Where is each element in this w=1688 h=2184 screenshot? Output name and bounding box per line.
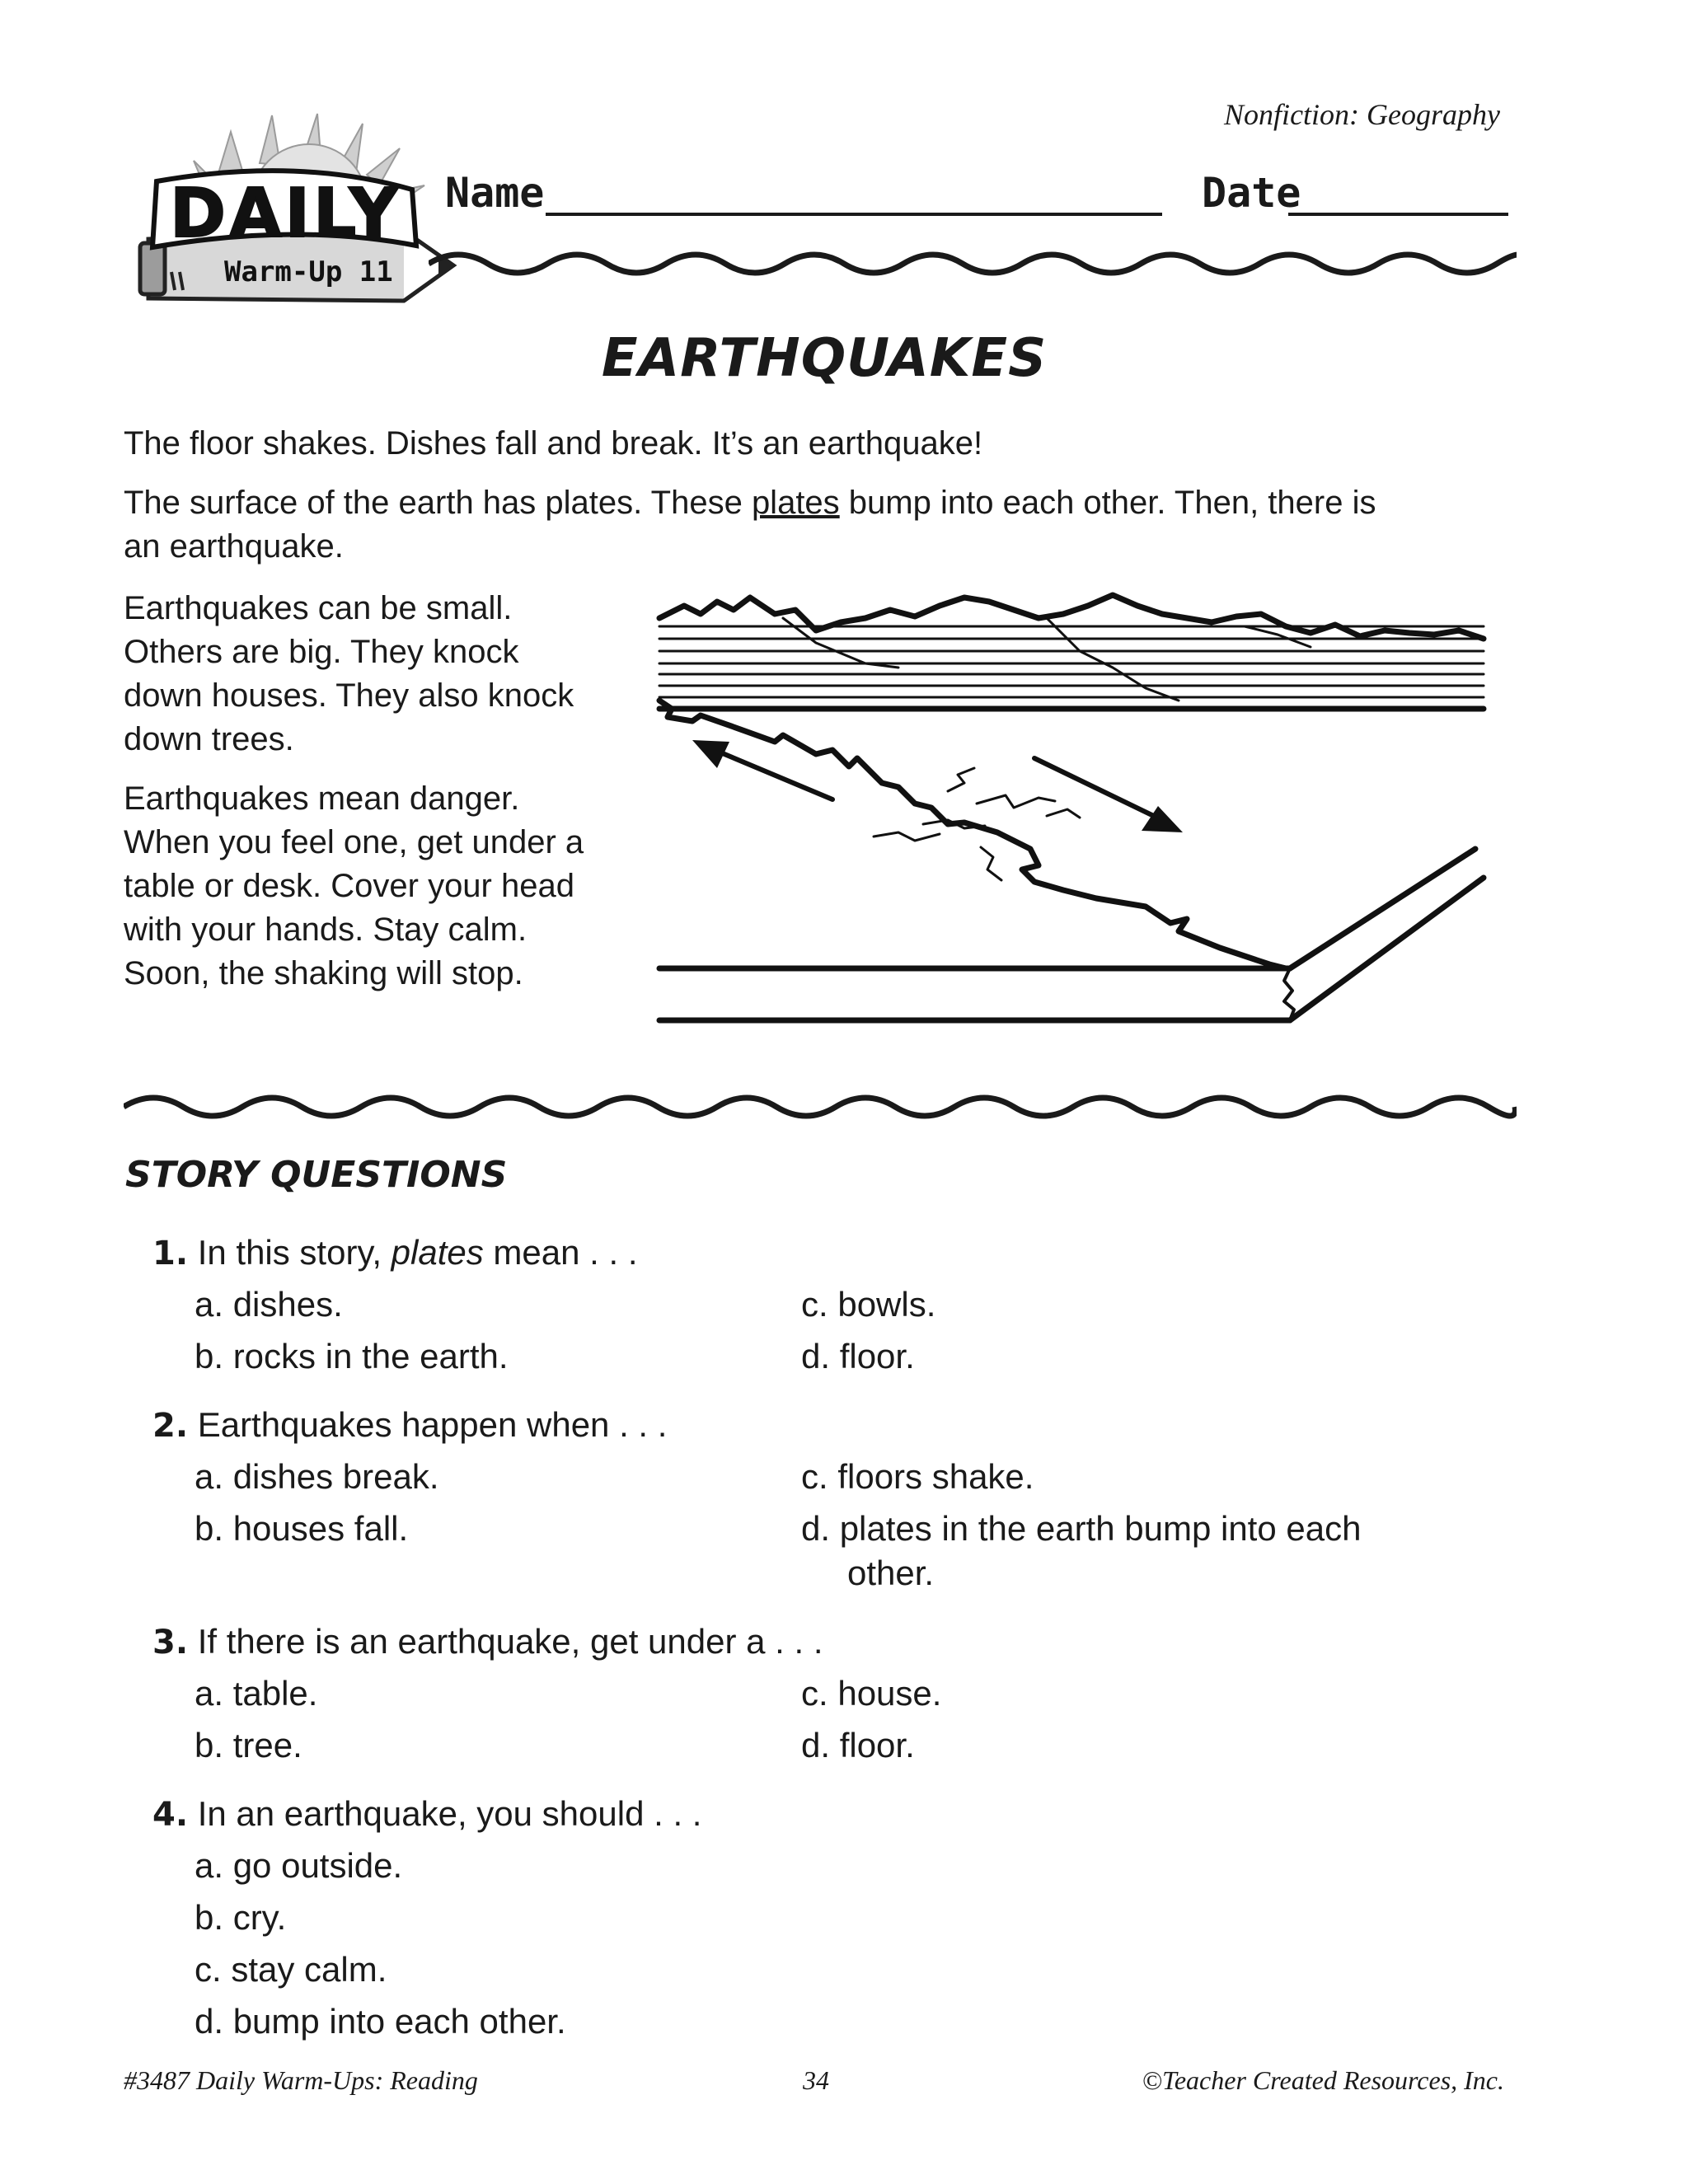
question-3-option-a[interactable]: a. table. <box>195 1674 318 1713</box>
logo-word: DAILY <box>170 175 401 253</box>
section-title: STORY QUESTIONS <box>125 1154 508 1196</box>
question-4-option-b[interactable]: b. cry. <box>195 1898 287 1937</box>
question-4-option-d[interactable]: d. bump into each other. <box>195 2002 566 2041</box>
passage-paragraph-2-line-2: an earthquake. <box>124 528 344 565</box>
daily-warmup-logo <box>132 107 478 305</box>
question-2-option-d[interactable]: d. plates in the earth bump into each other. <box>801 1509 1362 1592</box>
question-1-option-c[interactable]: c. bowls. <box>801 1285 936 1324</box>
earthquake-plates-illustration <box>651 585 1508 1047</box>
question-1: 1. In this story, plates mean . . . <box>152 1233 638 1272</box>
question-2-option-b[interactable]: b. houses fall. <box>195 1509 409 1548</box>
question-3-option-d[interactable]: d. floor. <box>801 1726 915 1765</box>
category-label: Nonfiction: Geography <box>1224 98 1500 131</box>
footer-page-number: 34 <box>803 2065 829 2095</box>
question-4: 4. In an earthquake, you should . . . <box>152 1794 702 1834</box>
question-2-number: 2. <box>152 1407 189 1445</box>
logo-subtitle: Warm-Up 11 <box>224 255 393 288</box>
question-2-option-a[interactable]: a. dishes break. <box>195 1457 439 1496</box>
question-1-option-b[interactable]: b. rocks in the earth. <box>195 1337 509 1376</box>
question-2-option-c[interactable]: c. floors shake. <box>801 1457 1034 1496</box>
question-1-option-a[interactable]: a. dishes. <box>195 1285 343 1324</box>
question-1-number: 1. <box>152 1235 189 1272</box>
question-3-option-b[interactable]: b. tree. <box>195 1726 302 1765</box>
name-field[interactable] <box>546 213 1162 216</box>
question-4-option-a[interactable]: a. go outside. <box>195 1846 403 1885</box>
question-3: 3. If there is an earthquake, get under a . . . <box>152 1622 823 1661</box>
date-label: Date <box>1202 169 1301 217</box>
question-4-number: 4. <box>152 1796 189 1834</box>
passage-paragraph-2: The surface of the earth has plates. These plates bump into each other. Then, there is <box>124 485 1376 521</box>
header-wave-divider <box>429 243 1517 284</box>
vocab-word-plates: plates <box>751 485 840 521</box>
footer-book-title: #3487 Daily Warm-Ups: Reading <box>124 2065 478 2095</box>
passage-paragraph-4: Earthquakes mean danger. When you feel one, get under a table or desk. Cover your head with your hands. Stay calm. Soon, the shaking will stop. <box>124 780 584 991</box>
passage-paragraph-3: Earthquakes can be small. Others are big. They knock down houses. They also knock down trees. <box>124 590 574 757</box>
section-wave-divider <box>124 1086 1517 1127</box>
question-1-option-d[interactable]: d. floor. <box>801 1337 915 1376</box>
question-4-option-c[interactable]: c. stay calm. <box>195 1950 387 1989</box>
question-3-option-c[interactable]: c. house. <box>801 1674 942 1713</box>
name-label: Name <box>445 169 545 217</box>
date-field[interactable] <box>1288 213 1508 216</box>
page-title: EARTHQUAKES <box>601 328 1048 389</box>
passage-paragraph-1: The floor shakes. Dishes fall and break. It’s an earthquake! <box>124 425 983 462</box>
footer-copyright: ©Teacher Created Resources, Inc. <box>1142 2065 1504 2095</box>
question-2: 2. Earthquakes happen when . . . <box>152 1405 668 1445</box>
question-3-number: 3. <box>152 1624 189 1661</box>
